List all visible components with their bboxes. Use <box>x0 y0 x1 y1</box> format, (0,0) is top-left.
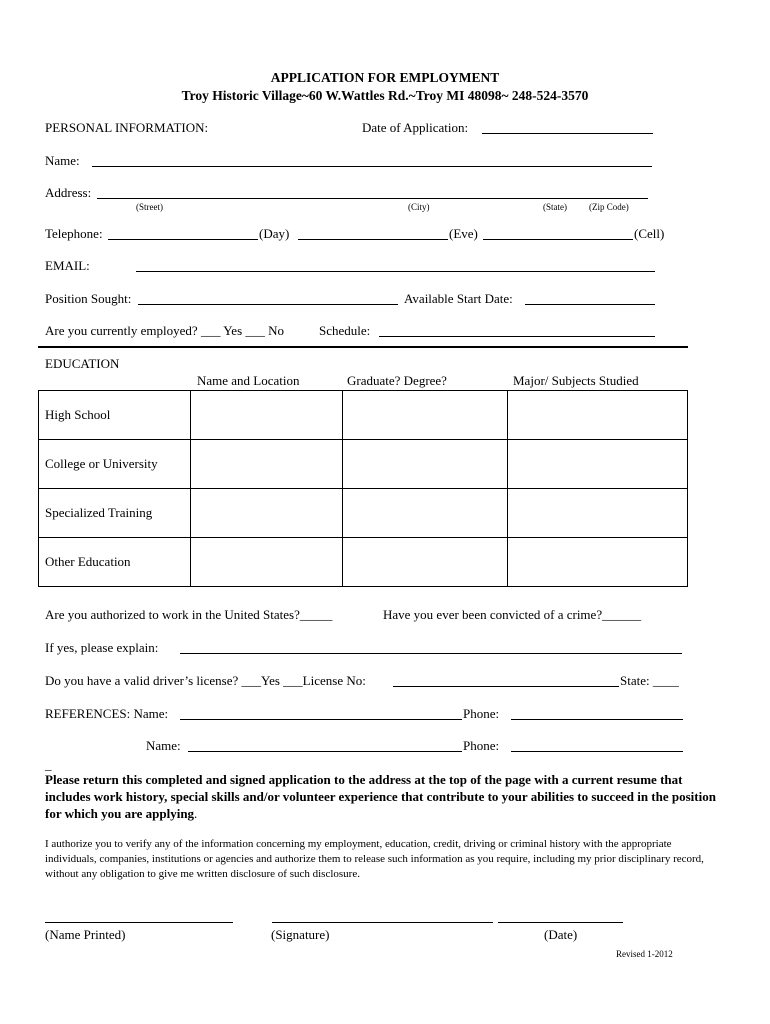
table-row <box>39 489 688 538</box>
reference-1-phone-label: Phone: <box>463 706 500 721</box>
date-label: (Date) <box>544 927 578 942</box>
email-label: EMAIL: <box>45 258 90 273</box>
table-row <box>39 538 688 587</box>
table-cell[interactable] <box>343 391 508 440</box>
reference-2-phone-field[interactable] <box>511 751 683 752</box>
telephone-cell-field[interactable] <box>483 239 633 240</box>
table-cell[interactable] <box>508 489 688 538</box>
table-cell[interactable] <box>343 489 508 538</box>
authorization-statement: I authorize you to verify any of the information concerning my employment, education, credit, driving or criminal history with the appropriate individuals, companies, institutions or agencies and authorize them to release such information as you require, including my prior disciplinary record, without any obligation to give me written disclosure of such disclosure. <box>45 838 704 880</box>
address-field[interactable] <box>97 198 648 199</box>
date-of-application-field[interactable] <box>482 133 653 134</box>
reference-2-name-label: Name: <box>146 738 181 753</box>
form-subtitle: Troy Historic Village~60 W.Wattles Rd.~Troy MI 48098~ 248-524-3570 <box>181 88 589 103</box>
row-label-college: College or University <box>39 440 191 489</box>
row-label-other-education: Other Education <box>39 538 191 587</box>
return-instructions-period: . <box>194 806 198 821</box>
row-label-specialized-training: Specialized Training <box>39 489 191 538</box>
row-label-high-school: High School <box>39 391 191 440</box>
notice-dash: _ <box>45 757 52 772</box>
education-label: EDUCATION <box>45 356 120 371</box>
zip-hint: (Zip Code) <box>589 202 629 212</box>
name-printed-label: (Name Printed) <box>45 927 126 942</box>
signature-label: (Signature) <box>271 927 330 942</box>
reference-1-name-field[interactable] <box>180 719 462 720</box>
available-start-date-label: Available Start Date: <box>404 291 513 306</box>
telephone-day-field[interactable] <box>108 239 258 240</box>
city-hint: (City) <box>408 202 430 212</box>
references-name-label: REFERENCES: Name: <box>45 706 169 721</box>
telephone-label: Telephone: <box>45 226 103 241</box>
table-cell[interactable] <box>508 538 688 587</box>
column-header-major: Major/ Subjects Studied <box>513 373 639 388</box>
currently-employed-label[interactable]: Are you currently employed? ___ Yes ___ No <box>45 323 285 338</box>
state-hint: (State) <box>543 202 567 212</box>
table-cell[interactable] <box>191 440 343 489</box>
position-sought-label: Position Sought: <box>45 291 132 306</box>
email-field[interactable] <box>136 271 655 272</box>
address-label: Address: <box>45 185 92 200</box>
schedule-label: Schedule: <box>319 323 371 338</box>
return-instructions-text: Please return this completed and signed application to the address at the top of the page with a current resume that includes work history, special skills and/or volunteer experience that contribute to your abilities to succeed in the position for which you are applying <box>45 772 716 821</box>
explain-field[interactable] <box>180 653 682 654</box>
date-of-application-label: Date of Application: <box>362 120 469 135</box>
table-cell[interactable] <box>508 440 688 489</box>
authorized-question[interactable]: Are you authorized to work in the United States?_____ <box>45 607 333 622</box>
reference-1-phone-field[interactable] <box>511 719 683 720</box>
name-label: Name: <box>45 153 80 168</box>
return-instructions <box>45 771 725 822</box>
personal-info-label: PERSONAL INFORMATION: <box>45 120 209 135</box>
crime-question[interactable]: Have you ever been convicted of a crime?______ <box>383 607 642 622</box>
table-cell[interactable] <box>191 489 343 538</box>
telephone-eve-field[interactable] <box>298 239 448 240</box>
column-header-degree: Graduate? Degree? <box>347 373 447 388</box>
eve-label: (Eve) <box>449 226 478 241</box>
education-table <box>38 390 688 587</box>
drivers-license-question[interactable]: Do you have a valid driver’s license? ___Yes ___License No: <box>45 673 366 688</box>
table-cell[interactable] <box>191 391 343 440</box>
table-cell[interactable] <box>191 538 343 587</box>
column-header-name-location: Name and Location <box>197 373 300 388</box>
table-row <box>39 391 688 440</box>
schedule-field[interactable] <box>379 336 655 337</box>
available-start-date-field[interactable] <box>525 304 655 305</box>
street-hint: (Street) <box>136 202 163 212</box>
license-state-label[interactable]: State: ____ <box>620 673 679 688</box>
section-divider <box>38 346 688 348</box>
table-cell[interactable] <box>343 538 508 587</box>
table-cell[interactable] <box>343 440 508 489</box>
cell-label: (Cell) <box>634 226 665 241</box>
form-title: APPLICATION FOR EMPLOYMENT <box>270 70 500 85</box>
signature-field[interactable] <box>272 922 493 923</box>
license-number-field[interactable] <box>393 686 619 687</box>
reference-2-phone-label: Phone: <box>463 738 500 753</box>
revision-note: Revised 1-2012 <box>616 949 673 959</box>
date-field[interactable] <box>498 922 623 923</box>
position-sought-field[interactable] <box>138 304 398 305</box>
day-label: (Day) <box>259 226 290 241</box>
explain-label: If yes, please explain: <box>45 640 159 655</box>
name-field[interactable] <box>92 166 652 167</box>
table-row <box>39 440 688 489</box>
name-printed-field[interactable] <box>45 922 233 923</box>
table-cell[interactable] <box>508 391 688 440</box>
reference-2-name-field[interactable] <box>188 751 462 752</box>
